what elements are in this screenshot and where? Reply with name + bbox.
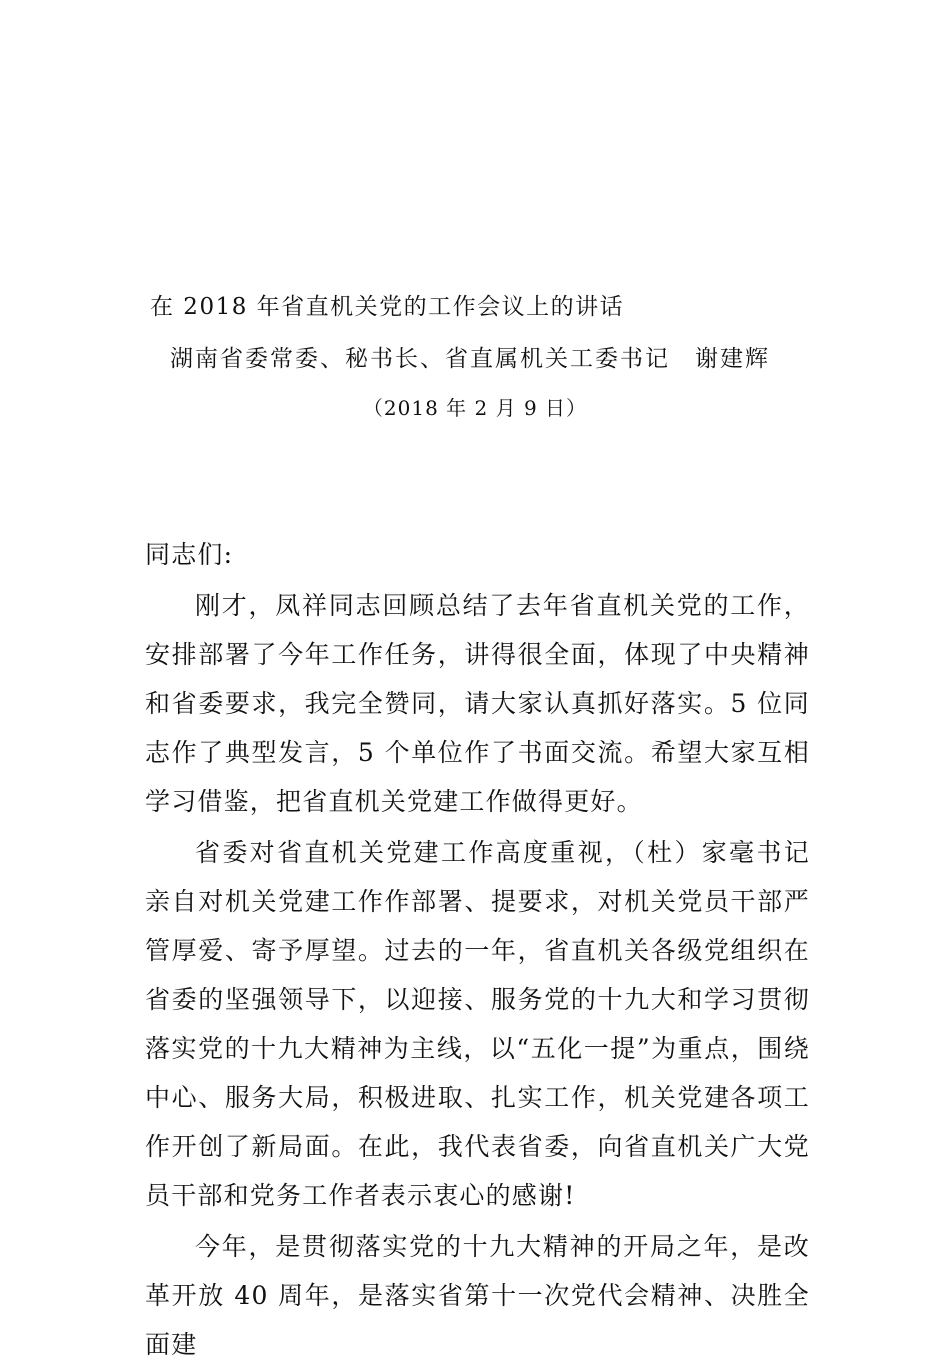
paragraph-2: 省委对省直机关党建工作高度重视，（杜）家毫书记亲自对机关党建工作作部署、提要求，对机关党员干部严管厚爱、寄予厚望。过去的一年，省直机关各级党组织在省委的坚强领导下，以迎接、服务党的十九大和学习贯彻落实党的十九大精神为主线，以“五化一提”为重点，围绕中心、服务大局，积极进取、扎实工作，机关党建各项工作开创了新局面。在此，我代表省委，向省直机关广大党员干部和党务工作者表示衷心的感谢! — [145, 838, 810, 1210]
paragraph-3: 今年，是贯彻落实党的十九大精神的开局之年，是改革开放 40 周年，是落实省第十一次党代会精神、决胜全面建 — [145, 1232, 810, 1359]
speech-body — [145, 530, 810, 1369]
salutation: 同志们: — [145, 540, 234, 569]
author-line: 湖南省委常委、秘书长、省直属机关工委书记 谢建辉 — [170, 346, 770, 372]
date-line: （2018 年 2 月 9 日） — [362, 396, 588, 420]
speech-title: 在 2018 年省直机关党的工作会议上的讲话 — [150, 294, 625, 320]
paragraph-1: 刚才，凤祥同志回顾总结了去年省直机关党的工作，安排部署了今年工作任务，讲得很全面，体现了中央精神和省委要求，我完全赞同，请大家认真抓好落实。5 位同志作了典型发言，5 个单位作了书面交流。希望大家互相学习借鉴，把省直机关党建工作做得更好。 — [145, 591, 810, 816]
